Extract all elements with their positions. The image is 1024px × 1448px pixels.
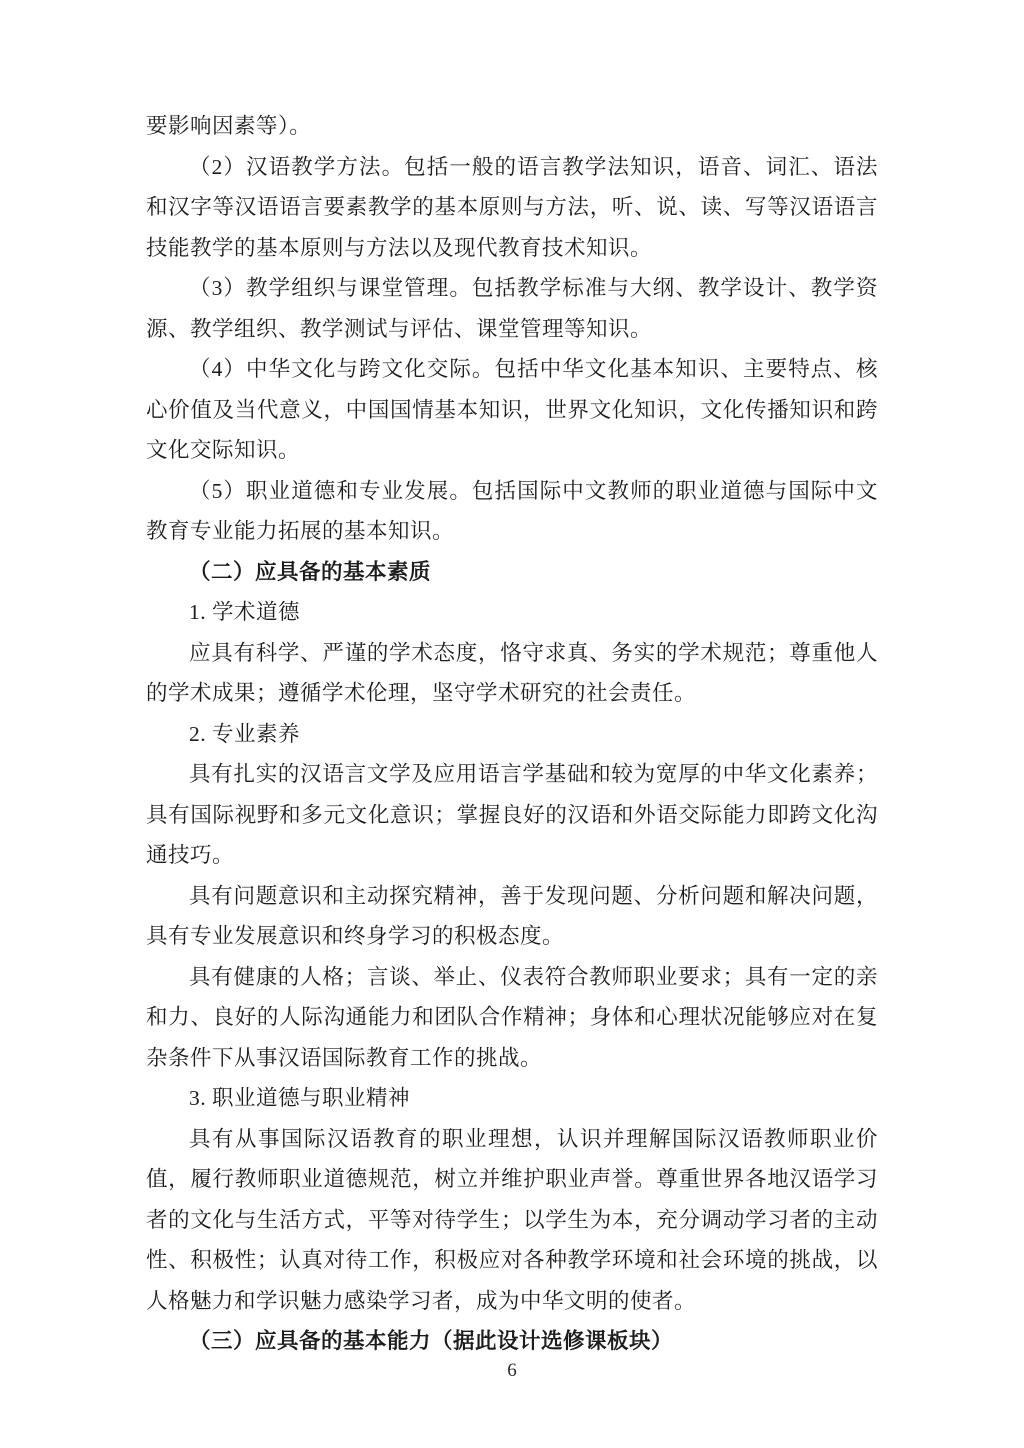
paragraph-item-4: （4）中华文化与跨文化交际。包括中华文化基本知识、主要特点、核心价值及当代意义，中国国情基本知识，世界文化知识，文化传播知识和跨文化交际知识。 <box>146 357 878 462</box>
sub-heading-professional-ethics: 3. 职业道德与职业精神 <box>189 1086 411 1110</box>
document-content <box>146 106 878 1362</box>
paragraph-academic-ethics: 应具有科学、严谨的学术态度，恪守求真、务实的学术规范；尊重他人的学术成果；遵循学术伦理，坚守学术研究的社会责任。 <box>146 640 878 705</box>
section-heading-3: （三）应具备的基本能力（据此设计选修课板块） <box>189 1329 674 1353</box>
paragraph-professional-ethics: 具有从事国际汉语教育的职业理想，认识并理解国际汉语教师职业价值，履行教师职业道德规范，树立并维护职业声誉。尊重世界各地汉语学习者的文化与生活方式，平等对待学生；以学生为本，充分调动学习者的主动性、积极性；认真对待工作，积极应对各种教学环境和社会环境的挑战，以人格魅力和学识魅力感染学习者，成为中华文明的使者。 <box>146 1126 878 1313</box>
paragraph-continuation: 要影响因素等）。 <box>146 114 312 138</box>
sub-heading-professional-quality: 2. 专业素养 <box>189 721 301 746</box>
paragraph-professional-quality-1: 具有扎实的汉语言文学及应用语言学基础和较为宽厚的中华文化素养；具有国际视野和多元文化意识；掌握良好的汉语和外语交际能力即跨文化沟通技巧。 <box>146 762 878 867</box>
paragraph-item-5: （5）职业道德和专业发展。包括国际中文教师的职业道德与国际中文教育专业能力拓展的基本知识。 <box>146 478 878 543</box>
paragraph-item-3: （3）教学组织与课堂管理。包括教学标准与大纲、教学设计、教学资源、教学组织、教学测试与评估、课堂管理等知识。 <box>146 276 878 341</box>
paragraph-professional-quality-2: 具有问题意识和主动探究精神，善于发现问题、分析问题和解决问题，具有专业发展意识和终身学习的积极态度。 <box>146 883 878 948</box>
section-heading-2: （二）应具备的基本素质 <box>189 559 432 584</box>
paragraph-professional-quality-3: 具有健康的人格；言谈、举止、仪表符合教师职业要求；具有一定的亲和力、良好的人际沟通能力和团队合作精神；身体和心理状况能够应对在复杂条件下从事汉语国际教育工作的挑战。 <box>146 964 878 1070</box>
paragraph-item-2: （2）汉语教学方法。包括一般的语言教学法知识，语音、词汇、语法和汉字等汉语语言要素教学的基本原则与方法，听、说、读、写等汉语语言技能教学的基本原则与方法以及现代教育技术知识。 <box>146 154 878 260</box>
sub-heading-academic-ethics: 1. 学术道德 <box>189 600 301 624</box>
page-number: 6 <box>507 1360 517 1381</box>
